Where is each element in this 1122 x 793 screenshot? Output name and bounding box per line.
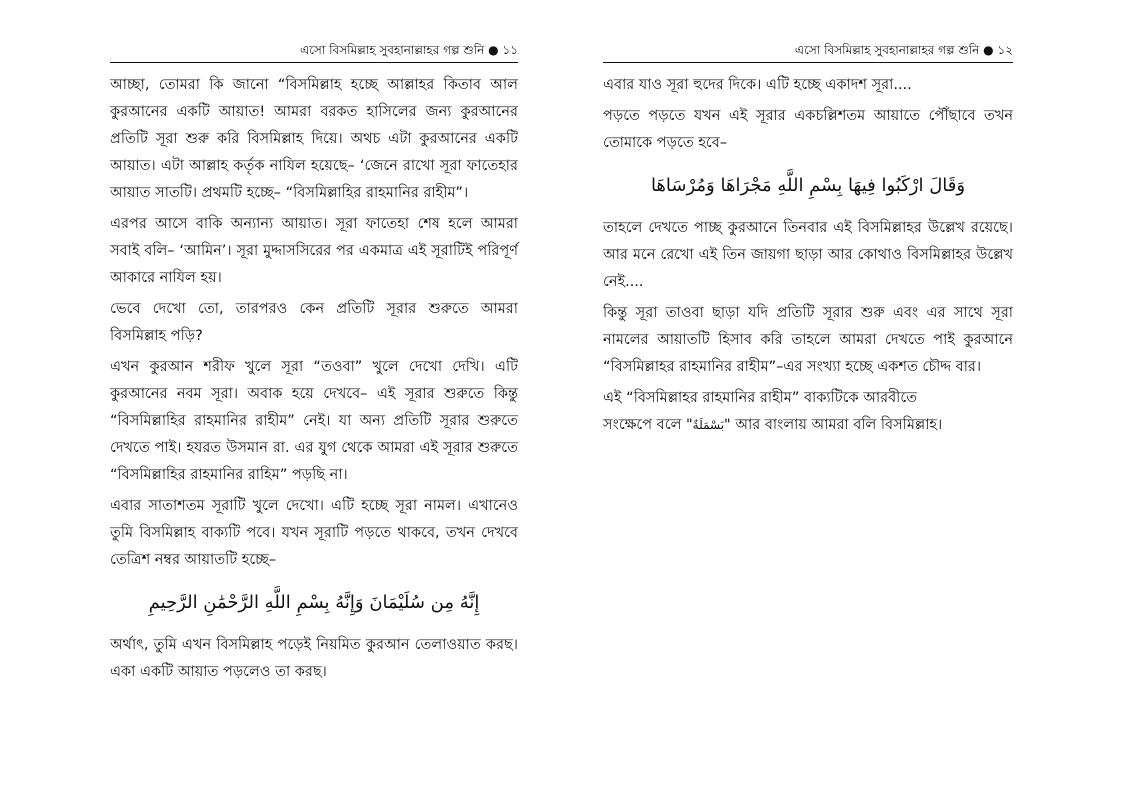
- left-closing-paragraph: অর্থাৎ, তুমি এখন বিসমিল্লাহ পড়েই নিয়মিত কুরআন তেলাওয়াত করছ। একা একটি আয়াত পড়লেও তা করছ।: [110, 637, 518, 680]
- left-body: [110, 72, 518, 690]
- right-paragraph-5-before-arabic: সংক্ষেপে বলে ": [603, 417, 693, 433]
- left-running-header: এসো বিসমিল্লাহ সুবহানাল্লাহর গল্প শুনি ● ১১: [299, 43, 518, 57]
- basmala-arabic-word: بَسْمَلَةٌ: [692, 418, 725, 432]
- right-paragraph-5: [603, 385, 1013, 439]
- left-page: [110, 0, 518, 793]
- right-running-header: এসো বিসমিল্লাহ সুবহানাল্লাহর গল্প শুনি ● ১২: [794, 43, 1013, 57]
- right-body: [603, 72, 1013, 443]
- right-page: [603, 0, 1013, 793]
- right-paragraph-2: পড়তে পড়তে যখন এই সূরার একচল্লিশতম আয়াতে পৌঁছাবে তখন তোমাকে পড়তে হবে–: [603, 108, 1013, 151]
- left-arabic-verse: إِنَّهُ مِن سُلَيْمَانَ وَإِنَّهُ بِسْمِ اللَّهِ الرَّحْمَٰنِ الرَّحِيمِ: [148, 592, 480, 613]
- left-paragraph-4: এখন কুরআন শরীফ খুলে সূরা “তওবা” খুলে দেখো দেখি। এটি কুরআনের নবম সূরা। অবাক হয়ে দেখবে– এই সূরার শুরুতে কিন্তু “বিসমিল্লাহির রাহমানির রাহীম” নেই। যা অন্য প্রতিটি সূরার শুরুতে দেখতে পাই। হযরত উসমান রা. এর যুগ থেকে আমরা এই সূরার শুরুতে “বিসমিল্লাহির রাহমানির রাহিম” পড়ছি না।: [110, 359, 518, 483]
- left-paragraph-2: এরপর আসে বাকি অন্যান্য আয়াত। সূরা ফাতেহা শেষ হলে আমরা সবাই বলি– ‘আমিন’। সূরা মুদ্দাসসিরের পর একমাত্র এই সূরাটিই পরিপূর্ণ আকারে নাযিল হয়।: [110, 216, 518, 286]
- right-paragraph-5-line1: এই “বিসমিল্লাহর রাহমানির রাহীম” বাক্যটিকে আরবীতে: [603, 390, 918, 406]
- left-paragraph-1: আচ্ছা, তোমরা কি জানো “বিসমিল্লাহ হচ্ছে আল্লাহর কিতাব আল কুরআনের একটি আয়াত! আমরা বরকত হাসিলের জন্য কুরআনের প্রতিটি সূরা শুরু করি বিসমিল্লাহ দিয়ে। অথচ এটা কুরআনের একটি আয়াত। এটা আল্লাহ কর্তৃক নাযিল হয়েছে– ‘জেনে রাখো সূরা ফাতেহার আয়াত সাতটি। প্রথমটি হচ্ছে– “বিসমিল্লাহির রাহমানির রাহীম”।: [110, 77, 518, 201]
- right-arabic-verse: وَقَالَ ارْكَبُوا فِيهَا بِسْمِ اللَّهِ مَجْرَاهَا وَمُرْسَاهَا: [650, 175, 966, 196]
- right-paragraph-1: এবার যাও সূরা হুদের দিকে। এটি হচ্ছে একাদশ সূরা....: [603, 77, 912, 93]
- right-paragraph-5-after-arabic: " আর বাংলায় আমরা বলি বিসমিল্লাহ।: [724, 417, 943, 433]
- right-header-rule: [603, 62, 1013, 63]
- left-paragraph-3: ভেবে দেখো তো, তারপরও কেন প্রতিটি সূরার শুরুতে আমরা বিসমিল্লাহ পড়ি?: [110, 301, 518, 344]
- left-header-rule: [110, 62, 518, 63]
- right-paragraph-3: তাহলে দেখতে পাচ্ছ কুরআনে তিনবার এই বিসমিল্লাহর উল্লেখ রয়েছে। আর মনে রেখো এই তিন জায়গা ছাড়া আর কোথাও বিসমিল্লাহর উল্লেখ নেই....: [603, 220, 1013, 290]
- right-paragraph-4: কিন্তু সূরা তাওবা ছাড়া যদি প্রতিটি সূরার শুরু এবং এর সাথে সূরা নামলের আয়াতটি হিসাব করি তাহলে আমরা দেখতে পাই কুরআনে “বিসমিল্লাহর রাহমানির রাহীম”–এর সংখ্যা হচ্ছে একশত চৌদ্দ বার।: [603, 305, 1013, 375]
- left-paragraph-5: এবার সাতাশতম সূরাটি খুলে দেখো। এটি হচ্ছে সূরা নামল। এখানেও তুমি বিসমিল্লাহ বাক্যটি পবে। যখন সূরাটি পড়তে থাকবে, তখন দেখবে তেত্রিশ নম্বর আয়াতটি হচ্ছে–: [110, 498, 518, 568]
